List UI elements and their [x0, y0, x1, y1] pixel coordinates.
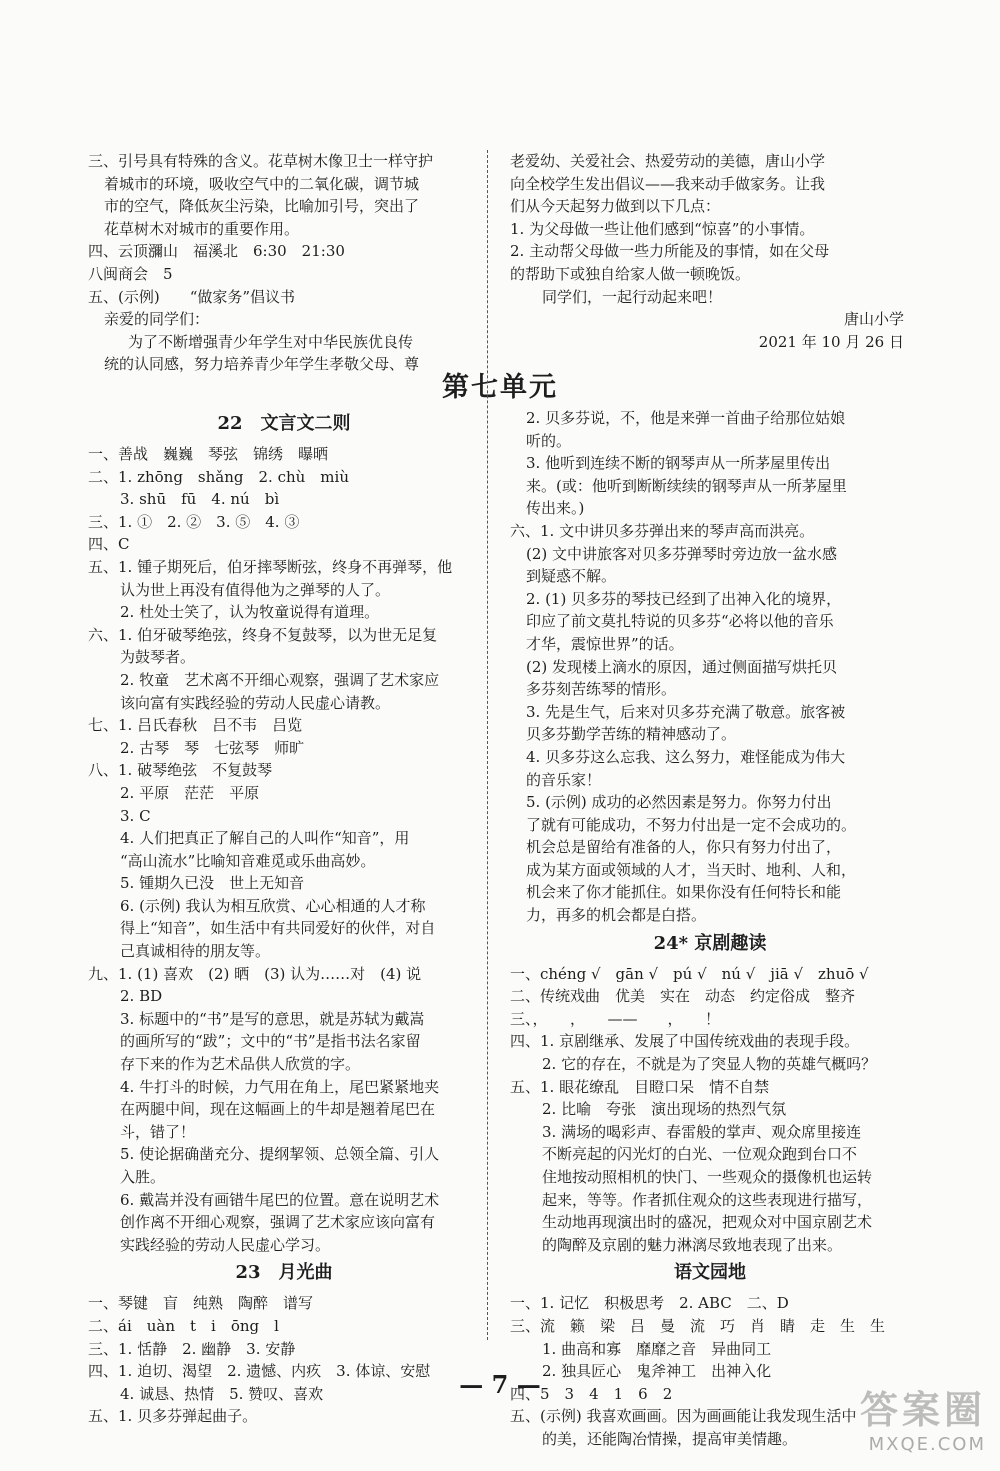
answer-line: 6. 戴嵩并没有画错牛尾巴的位置。意在说明艺术: [120, 1190, 440, 1209]
answer-line: 七、1. 吕氏春秋 吕不韦 吕览: [88, 716, 303, 735]
answer-line: 三、1. 恬静 2. 幽静 3. 安静: [88, 1339, 296, 1358]
answer-line: 存下来的作为艺术品供人欣赏的字。: [120, 1055, 361, 1074]
answer-line: 同学们，一起行动起来吧！: [542, 287, 723, 306]
answer-line: 一、琴键 盲 纯熟 陶醉 谱写: [88, 1294, 314, 1313]
answer-line: 2. BD: [120, 987, 163, 1006]
answer-line: 花草树木对城市的重要作用。: [104, 219, 300, 238]
answer-line: 2. 比喻 夸张 演出现场的热烈气氛: [542, 1100, 787, 1119]
watermark-line-2: MXQE.COM: [868, 1434, 986, 1455]
watermark-line-1: 答案圈: [859, 1388, 986, 1432]
answer-line: 2. 主动帮父母做一些力所能及的事情，如在父母: [510, 242, 830, 261]
answer-line: 3. 先是生气，后来对贝多芬充满了敬意。旅客被: [526, 702, 846, 721]
answer-line: 着城市的环境，吸收空气中的二氧化碳，调节城: [104, 174, 420, 193]
answer-line: 的音乐家！: [526, 770, 602, 789]
answer-line: 住地按动照相机的快门、一些观众的摄像机也运转: [542, 1168, 873, 1186]
answer-line: 5. 使论据确凿充分、提纲挈领、总领全篇、引人: [120, 1145, 440, 1164]
answer-line: 2. 贝多芬说，不，他是来弹一首曲子给那位姑娘: [526, 409, 846, 427]
answer-line: 2. 杜处士笑了，认为牧童说得有道理。: [120, 603, 380, 622]
answer-line: 5. 锺期久已没 世上无知音: [120, 874, 305, 893]
answer-line: 的帮助下或独自给家人做一顿晚饭。: [510, 264, 751, 283]
answer-line: 起来，等等。作者抓住观众的这些表现进行描写，: [542, 1190, 873, 1209]
answer-line: 四、C: [88, 535, 130, 554]
answer-line: 的画所写的“跋”；文中的“书”是指书法名家留: [120, 1032, 421, 1051]
answer-line: 二、1. zhōng shǎng 2. chù miù: [88, 467, 349, 486]
answer-line: (2) 文中讲旅客对贝多芬弹琴时旁边放一盆水感: [526, 544, 838, 563]
answer-line: 2. (1) 贝多芬的琴技已经到了出神入化的境界，: [526, 589, 842, 608]
answer-line: 己真诚相待的朋友等。: [120, 942, 271, 961]
answer-line: 在两腿中间，现在这幅画上的牛却是翘着尾巴在: [120, 1100, 436, 1119]
answer-line: 三、1. ① 2. ② 3. ⑤ 4. ③: [88, 512, 300, 531]
answer-line: 不断亮起的闪光灯的白光、一位观众跑到台口不: [542, 1145, 858, 1164]
section-heading: 22 文言文二则: [217, 413, 351, 434]
answer-line: 4. 贝多芬这么忘我、这么努力，难怪能成为伟大: [526, 747, 846, 766]
answer-line: 亲爱的同学们：: [104, 310, 210, 329]
answer-line: 五、1. 锺子期死后，伯牙摔琴断弦，终身不再弹琴，他: [88, 557, 453, 576]
answer-line: 5. (示例) 成功的必然因素是努力。你努力付出: [526, 793, 832, 812]
answer-line: 三、， ， —— ， ！: [510, 1009, 721, 1028]
answer-line: 4. 人们把真正了解自己的人叫作“知音”，用: [120, 829, 410, 848]
answer-line: 来。(或：他听到断断续续的钢琴声从一所茅屋里: [526, 476, 847, 495]
answer-line: 五、(示例) “做家务”倡议书: [88, 287, 296, 306]
answer-line: 3. 满场的喝彩声、春雷般的掌声、观众席里接连: [542, 1122, 862, 1141]
answer-line: 2. 古琴 琴 七弦琴 师旷: [120, 738, 305, 757]
answer-line: 二、ái uàn t i ōng l: [88, 1316, 279, 1335]
answer-line: 该向富有实践经验的劳动人民虚心请教。: [120, 693, 391, 712]
answer-line: 三、流 籁 梁 吕 曼 流 巧 肖 睛 走 生 生: [510, 1316, 886, 1335]
answer-line: 四、云顶瀰山 福溪北 6:30 21:30: [88, 242, 345, 261]
answer-line: 一、chéng √ gān √ pú √ nú √ jiā √ zhuō √: [510, 964, 869, 983]
page-number: — 7 —: [459, 1370, 541, 1399]
answer-line: 才华，震惊世界”的话。: [526, 634, 684, 653]
answer-line: (2) 发现楼上滴水的原因，通过侧面描写烘托贝: [526, 657, 838, 676]
answer-line: 入胜。: [120, 1168, 166, 1186]
lower-right-column: [510, 407, 910, 1451]
answer-line: 1. 曲高和寡 靡靡之音 异曲同工: [542, 1339, 772, 1358]
answer-line: 2. 平原 茫茫 平原: [120, 783, 260, 802]
answer-line: 为了不断增强青少年学生对中华民族优良传: [128, 332, 414, 351]
answer-line: 贝多芬勤学苦练的精神感动了。: [526, 725, 737, 744]
answer-line: 认为世上再没有值得他为之弹琴的人了。: [120, 580, 391, 599]
answer-line: 的陶醉及京剧的魅力淋漓尽致地表现了出来。: [542, 1235, 843, 1254]
answer-line: 3. 标题中的“书”是写的意思，就是苏轼为戴嵩: [120, 1009, 425, 1028]
answer-line: 五、(示例) 我喜欢画画。因为画画能让我发现生活中: [510, 1407, 857, 1426]
answer-line: 传出来。): [526, 499, 585, 518]
answer-line: 3. shū fū 4. nú bì: [120, 490, 280, 509]
answer-line: 2021 年 10 月 26 日: [758, 332, 904, 351]
answer-line: 听的。: [526, 431, 572, 450]
top-left-column: [88, 150, 478, 376]
answer-line: 2. 独具匠心 鬼斧神工 出神入化: [542, 1362, 772, 1381]
answer-line: 实践经验的劳动人民虚心学习。: [120, 1235, 331, 1254]
answer-line: 九、1. (1) 喜欢 (2) 晒 (3) 认为……对 (4) 说: [88, 964, 422, 983]
answer-line: 机会总是留给有准备的人，你只有努力付出了，: [526, 838, 842, 857]
answer-line: 2. 牧童 艺术离不开细心观察，强调了艺术家应: [120, 670, 440, 689]
lower-left-column: [88, 407, 480, 1428]
answer-line: 力，再多的机会都是白搭。: [526, 906, 707, 925]
answer-line: 八闽商会 5: [88, 264, 173, 283]
unit-title: 第七单元: [442, 372, 558, 403]
answer-line: 得上“知音”，如生活中有共同爱好的伙伴，对自: [120, 919, 436, 938]
answer-line: 2. 它的存在，不就是为了突显人物的英雄气概吗？: [542, 1055, 877, 1074]
watermark-logo: [860, 1379, 986, 1455]
answer-line: 的美，还能陶冶情操，提高审美情趣。: [542, 1429, 798, 1448]
answer-line: 老爱幼、关爱社会、热爱劳动的美德，唐山小学: [510, 152, 826, 170]
answer-line: 印应了前文莫扎特说的贝多芬“必将以他的音乐: [526, 612, 834, 631]
answer-line: 二、传统戏曲 优美 实在 动态 约定俗成 整齐: [510, 987, 856, 1006]
answer-line: 五、1. 贝多芬弹起曲子。: [88, 1407, 258, 1426]
answer-line: 多芬刻苦练琴的情形。: [526, 680, 677, 699]
answer-line: 五、1. 眼花缭乱 目瞪口呆 情不自禁: [510, 1077, 770, 1096]
section-heading: 语文园地: [674, 1262, 746, 1284]
answer-line: 向全校学生发出倡议——我来动手做家务。让我: [510, 174, 826, 193]
answer-line: 一、1. 记忆 积极思考 2. ABC 二、D: [510, 1294, 789, 1313]
column-divider: [487, 150, 488, 1340]
top-right-column: [510, 150, 910, 353]
answer-line: 一、善战 巍巍 琴弦 锦绣 曝晒: [88, 445, 329, 463]
answer-line: 创作离不开细心观察，强调了艺术家应该向富有: [120, 1213, 436, 1232]
answer-line: 3. C: [120, 806, 151, 825]
answer-line: 3. 他听到连续不断的钢琴声从一所茅屋里传出: [526, 454, 831, 473]
answer-line: 到疑惑不解。: [526, 567, 617, 586]
answer-line: 八、1. 破琴绝弦 不复鼓琴: [88, 761, 273, 780]
answer-line: 六、1. 伯牙破琴绝弦，终身不复鼓琴，以为世无足复: [88, 625, 438, 644]
answer-line: 六、1. 文中讲贝多芬弹出来的琴声高而洪亮。: [510, 521, 815, 540]
answer-line: 机会来了你才能抓住。如果你没有任何特长和能: [526, 883, 842, 902]
answer-line: 4. 牛打斗的时候，力气用在角上，尾巴紧紧地夹: [120, 1077, 440, 1096]
answer-line: 三、引号具有特殊的含义。花草树木像卫士一样守护: [88, 152, 434, 170]
answer-line: 生动地再现演出时的盛况，把观众对中国京剧艺术: [542, 1213, 873, 1232]
answer-line: 1. 为父母做一些让他们感到“惊喜”的小事情。: [510, 219, 815, 238]
answer-line: 为鼓琴者。: [120, 648, 196, 667]
answer-line: 了就有可能成功，不努力付出是一定不会成功的。: [526, 815, 857, 834]
section-heading: 23 月光曲: [235, 1262, 333, 1284]
answer-line: 6. (示例) 我认为相互欣赏、心心相通的人才称: [120, 896, 426, 915]
answer-line: 统的认同感，努力培养青少年学生孝敬父母、尊: [104, 355, 420, 374]
answer-line: 斗，错了！: [120, 1122, 196, 1141]
answer-line: 成为某方面或领域的人才，当天时、地利、人和，: [526, 860, 857, 879]
answer-line: 四、5 3 4 1 6 2: [510, 1384, 673, 1403]
answer-line: 4. 诚恳、热情 5. 赞叹、喜欢: [120, 1384, 324, 1403]
answer-line: 四、1. 京剧继承、发展了中国传统戏曲的表现手段。: [510, 1032, 860, 1051]
answer-line: 四、1. 迫切、渴望 2. 遗憾、内疚 3. 体谅、安慰: [88, 1362, 431, 1381]
answer-line: 们从今天起努力做到以下几点：: [510, 197, 721, 216]
section-heading: 24* 京剧趣读: [653, 932, 767, 954]
answer-line: 唐山小学: [843, 310, 904, 329]
answer-line: “高山流水”比喻知音难觅或乐曲高妙。: [120, 851, 376, 870]
answer-line: 市的空气，降低灰尘污染，比喻加引号，突出了: [104, 197, 420, 216]
